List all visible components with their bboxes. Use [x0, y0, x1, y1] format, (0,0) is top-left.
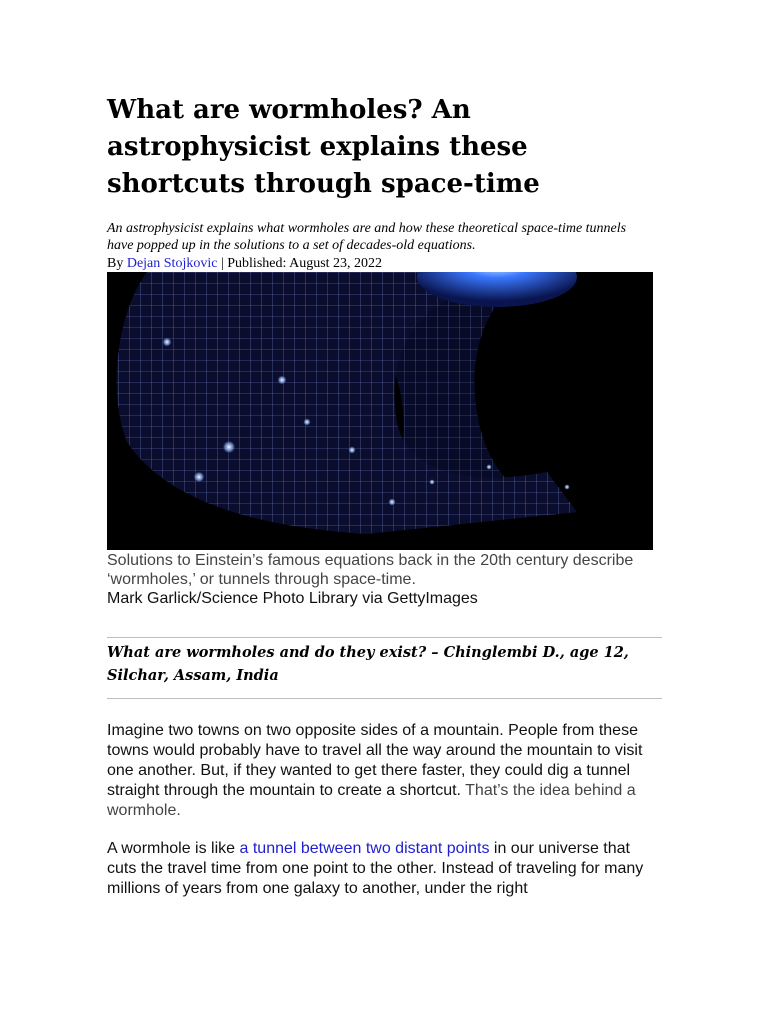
reader-question: What are wormholes and do they exist? – Chinglembi D., age 12, Silchar, Assam, India — [107, 644, 629, 684]
paragraph-1 — [107, 721, 655, 821]
paragraph-1-text: Imagine two towns on two opposite sides of a mountain. People from these towns would probably have to travel all the way around the mountain to visit one another. But, if they wanted to get there faster, they could dig a tunnel straight through the mountain to create a shortcut. — [107, 722, 643, 799]
paragraph-2-rest: in our universe that cuts the travel time from one point to the other. Instead of traveling for many millions of years from one galaxy to another, under the right — [107, 840, 644, 897]
wormhole-illustration — [107, 272, 653, 550]
divider-top — [107, 637, 662, 638]
image-caption — [107, 551, 655, 608]
publish-date: | Published: August 23, 2022 — [217, 256, 383, 271]
paragraph-1-tail: That’s the idea behind a wormhole. — [107, 782, 636, 819]
image-credit: Mark Garlick/Science Photo Library via GettyImages — [107, 590, 478, 607]
author-link[interactable]: Dejan Stojkovic — [126, 256, 218, 271]
tunnel-link[interactable]: a tunnel between two distant points — [239, 840, 490, 857]
paragraph-2-lead: A wormhole is like — [107, 840, 240, 857]
caption-text: Solutions to Einstein’s famous equations back in the 20th century describe ‘wormholes,’ or tunnels through space-time. — [107, 552, 634, 588]
article-dek: An astrophysicist explains what wormholes are and how these theoretical space-time tunnels have popped up in the solutions to a set of decades-old equations. — [107, 221, 627, 253]
article-title: What are wormholes? An astrophysicist explains these shortcuts through space-time — [107, 95, 540, 199]
byline-prefix: By — [107, 256, 127, 271]
paragraph-2 — [107, 839, 655, 899]
divider-bottom — [107, 698, 662, 699]
byline — [107, 255, 382, 272]
